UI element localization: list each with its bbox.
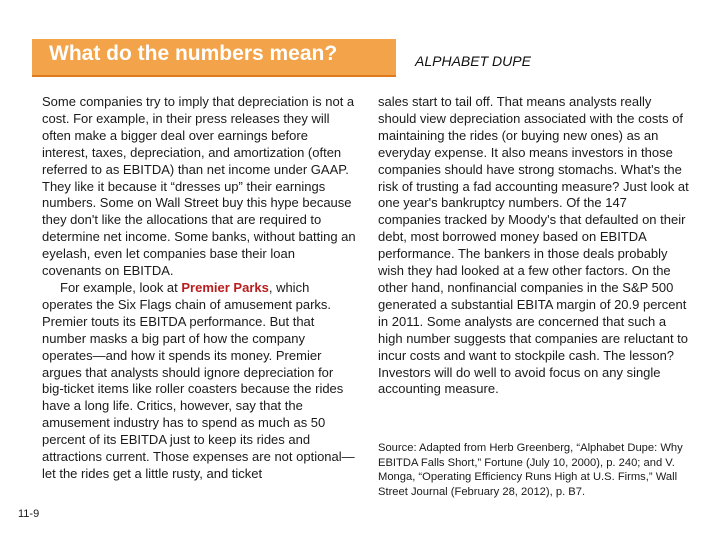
paragraph-1: Some companies try to imply that depreciation is not a cost. For example, in their press releases they will often make a bigger deal over earnings before interest, taxes, depreciation, and amortization (often referred to as EBITDA) than net income under GAAP. They like it because it “dresses up” their earnings numbers. Some on Wall Street buy this hype because they don't like the allocations that are required to determine net income. Some banks, without batting an eyelash, even let companies base their loan covenants on EBITDA. <box>42 94 356 279</box>
source-citation: Source: Adapted from Herb Greenberg, “Alphabet Dupe: Why EBITDA Falls Short,” Fortune (July 10, 2000), p. 240; and V. Monga, “Operating Efficiency Runs High at U.S. Firms,” Wall Street Journal (February 28, 2012), p. B7. <box>378 442 683 498</box>
paragraph-2-text: , which operates the Six Flags chain of amusement parks. Premier touts its EBITDA performance. But that number masks a big part of how the company operates—and how it spends its money. Premier argues that analysts should ignore depreciation for big-ticket items like roller coasters because the rides have a long life. Critics, however, say that the amusement industry has to spend as much as 50 percent of its EBITDA just to keep its rides and attractions current. Those expenses are not optional—let the rides get a little rusty, and ticket <box>42 279 355 481</box>
left-column <box>42 94 357 483</box>
right-column <box>378 94 693 398</box>
paragraph-2 <box>42 280 357 483</box>
section-subtitle: ALPHABET DUPE <box>415 53 531 69</box>
page-title: What do the numbers mean? <box>49 42 338 65</box>
paragraph-2-intro: For example, look at <box>60 279 182 295</box>
company-name: Premier Parks <box>181 279 269 295</box>
page-number: 11-9 <box>18 508 40 520</box>
paragraph-3: sales start to tail off. That means analysts really should view depreciation associated with the costs of maintaining the rides (or buying new ones) as an everyday expense. It also means investors in those companies should have strong stomachs. What's the risk of trusting a fad accounting measure? Just look at one year's bankruptcy numbers. Of the 147 companies tracked by Moody's that defaulted on their debt, most borrowed money based on EBITDA performance. The bankers in those deals probably wish they had looked at a few other factors. On the other hand, nonfinancial companies in the S&P 500 generated a substantial EBITA margin of 20.9 percent in 2011. Some analysts are concerned that such a high number suggests that companies are reluctant to incur costs and want to stockpile cash. The lesson? Investors will do well to avoid focus on any single accounting measure. <box>378 94 689 397</box>
